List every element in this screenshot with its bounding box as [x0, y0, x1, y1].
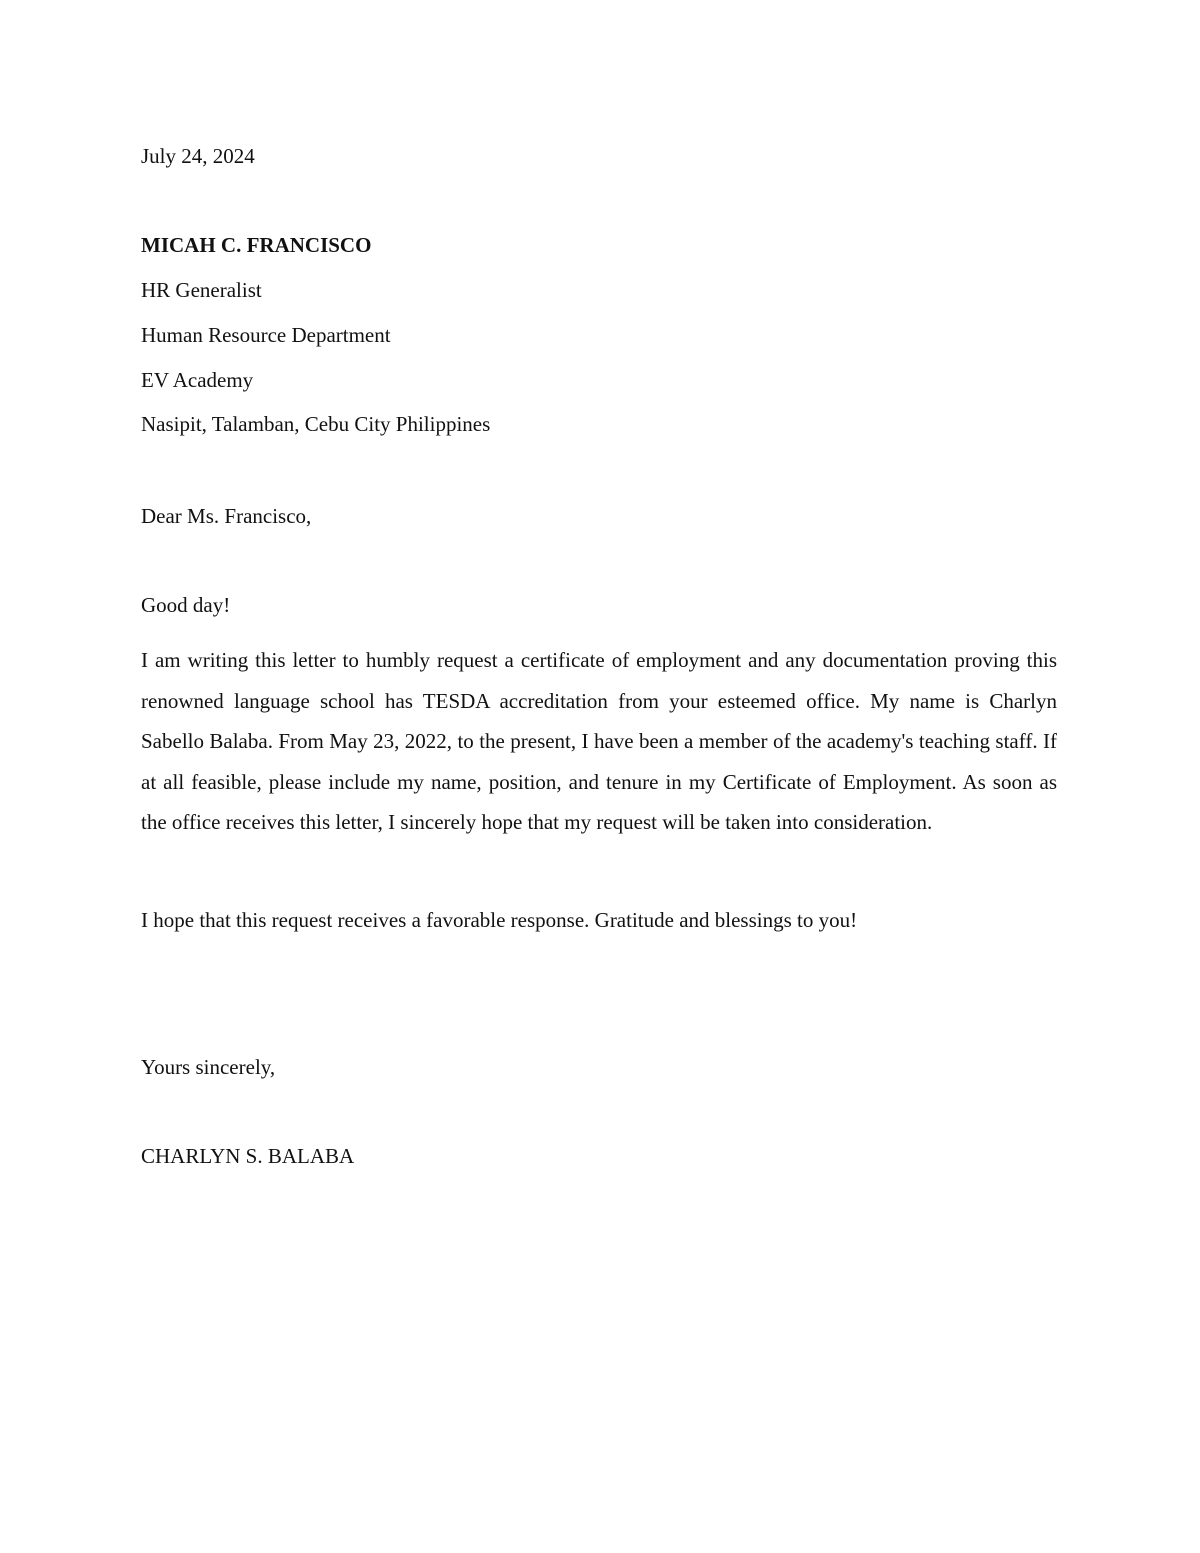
recipient-title: HR Generalist	[141, 278, 262, 302]
recipient-organization: EV Academy	[141, 368, 254, 392]
recipient-department: Human Resource Department	[141, 323, 391, 347]
body-paragraph-request: I am writing this letter to humbly request a certificate of employment and any documentation proving this renowned language school has TESDA accreditation from your esteemed office. My name is Charlyn Sabello Balaba. From May 23, 2022, to the present, I have been a member of the academy's teaching staff. If at all feasible, please include my name, position, and tenure in my Certificate of Employment. As soon as the office receives this letter, I sincerely hope that my request will be taken into consideration.	[141, 648, 1057, 835]
sender-name: CHARLYN S. BALABA	[141, 1144, 355, 1168]
salutation: Dear Ms. Francisco,	[141, 504, 312, 528]
recipient-address: Nasipit, Talamban, Cebu City Philippines	[141, 412, 491, 436]
body-paragraph-thanks: I hope that this request receives a favorable response. Gratitude and blessings to you!	[141, 908, 858, 932]
recipient-name: MICAH C. FRANCISCO	[141, 233, 372, 257]
letter-date: July 24, 2024	[141, 144, 255, 168]
closing: Yours sincerely,	[141, 1055, 276, 1079]
greeting: Good day!	[141, 593, 231, 617]
